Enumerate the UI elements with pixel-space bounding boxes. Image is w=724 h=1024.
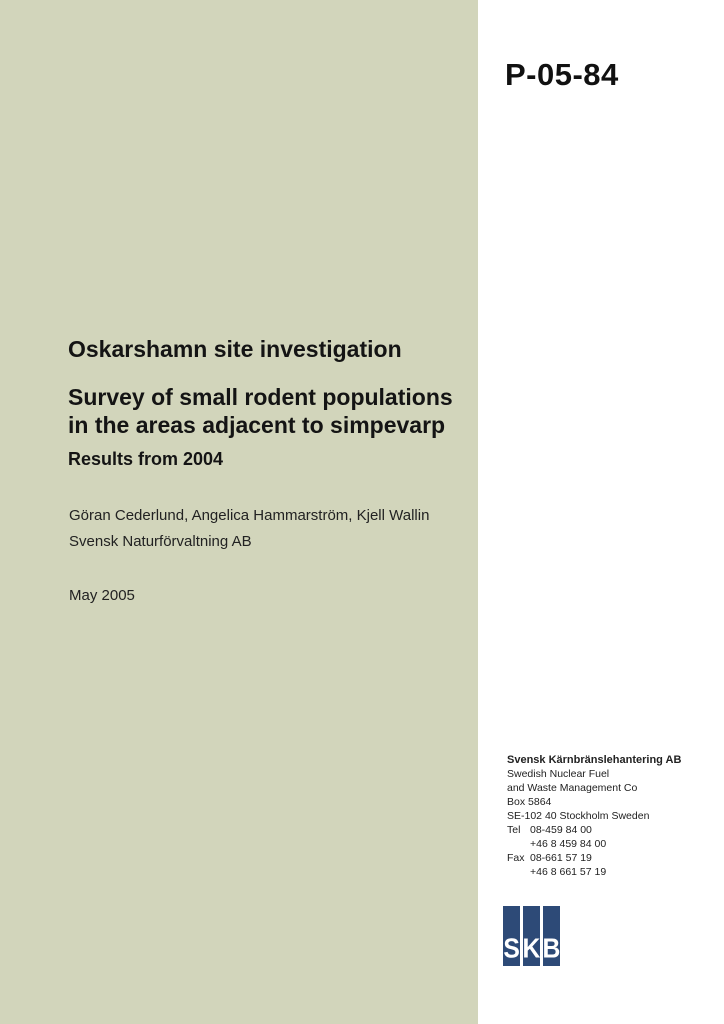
phone-number: 08-661 57 19 bbox=[530, 852, 592, 864]
authors-block bbox=[69, 503, 429, 555]
affiliation-line: Svensk Naturförvaltning AB bbox=[69, 533, 252, 550]
report-subtitle: Results from 2004 bbox=[68, 449, 224, 469]
phone-number: +46 8 459 84 00 bbox=[530, 838, 607, 850]
phone-label: Tel bbox=[507, 824, 521, 836]
phone-number: 08-459 84 00 bbox=[530, 824, 592, 836]
phone-label bbox=[507, 865, 530, 879]
publisher-address-line: Box 5864 bbox=[507, 796, 552, 808]
publisher-phone-row bbox=[507, 865, 681, 879]
publisher-phone-row bbox=[507, 823, 681, 837]
report-main-title bbox=[68, 383, 453, 439]
publisher-address-line: Swedish Nuclear Fuel bbox=[507, 768, 610, 780]
main-title-line-2: in the areas adjacent to simpevarp bbox=[68, 412, 446, 438]
publication-date: May 2005 bbox=[69, 587, 135, 604]
phone-label bbox=[507, 837, 530, 851]
series-title: Oskarshamn site investigation bbox=[68, 336, 402, 362]
main-title-line-1: Survey of small rodent populations bbox=[68, 384, 453, 410]
logo-bar bbox=[523, 906, 540, 966]
publisher-company-name: Svensk Kärnbränslehantering AB bbox=[507, 754, 682, 766]
skb-logo bbox=[503, 906, 560, 966]
authors-line: Göran Cederlund, Angelica Hammarström, Kjell Wallin bbox=[69, 507, 430, 524]
logo-letter: S bbox=[503, 931, 520, 964]
publisher-contact-block bbox=[507, 753, 681, 879]
cover-right-panel bbox=[478, 0, 724, 1024]
logo-letter: B bbox=[542, 931, 561, 964]
logo-bar bbox=[543, 906, 560, 966]
publisher-address-line: SE-102 40 Stockholm Sweden bbox=[507, 810, 650, 822]
publisher-phone-row bbox=[507, 837, 681, 851]
phone-number: +46 8 661 57 19 bbox=[530, 866, 607, 878]
publisher-phone-row bbox=[507, 851, 681, 865]
logo-letter: K bbox=[522, 931, 541, 964]
report-number: P-05-84 bbox=[505, 57, 619, 92]
phone-label: Fax bbox=[507, 852, 525, 864]
logo-bar bbox=[503, 906, 520, 966]
publisher-address-line: and Waste Management Co bbox=[507, 782, 638, 794]
